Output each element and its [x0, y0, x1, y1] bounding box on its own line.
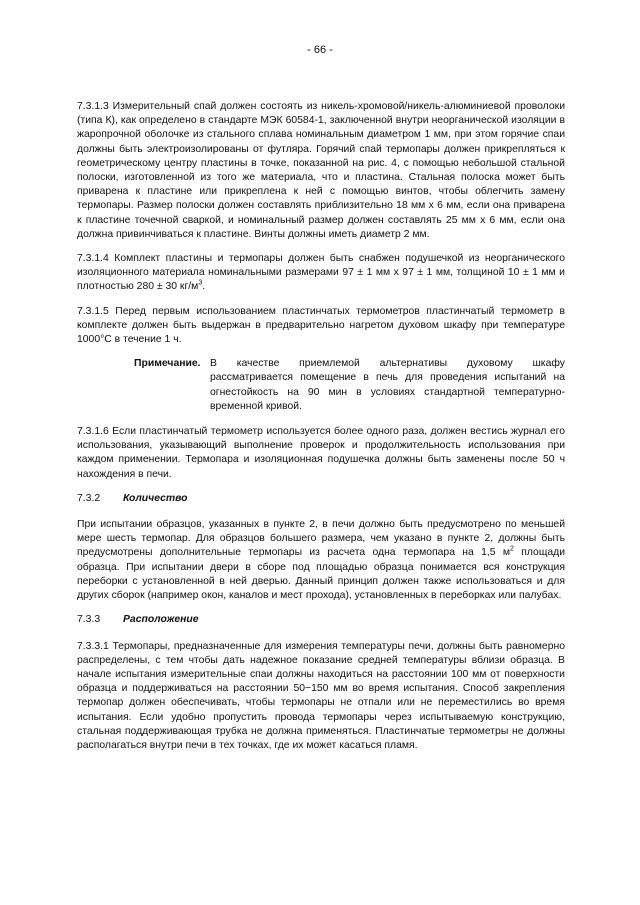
section-heading-7-3-3	[77, 613, 565, 627]
paragraph-7-3-2-text-b: площади образца. При испытании двери в сборе под площадью образца понимается вся конструкция переборки с установленной в ней дверью. Данный принцип должен также использоваться и для других сборок (например окон, каналов и мест прохода), установленных в переборках или палубах.	[77, 547, 566, 602]
paragraph-7-3-1-6: 7.3.1.6 Если пластинчатый термометр используется более одного раза, должен вестись журнал его использования, указывающий выполнение проверок и продолжительность использования при каждом применении. Термопара и изоляционная подушечка должны быть заменены после 50 ч нахождения в печи.	[77, 426, 565, 480]
section-title: Количество	[123, 492, 188, 504]
section-heading-7-3-2	[77, 492, 565, 506]
note-block	[134, 357, 565, 414]
page-number: - 66 -	[307, 44, 333, 56]
superscript-3: 3	[198, 279, 203, 287]
document-body	[77, 100, 565, 763]
note-text: В качестве приемлемой альтернативы духовому шкафу рассматривается помещение в печь для проведения испытаний на огнестойкость на 90 мин в условиях стандартной температурно-временной кривой.	[210, 358, 565, 412]
paragraph-7-3-1-4	[77, 252, 565, 295]
section-number: 7.3.3	[77, 614, 101, 626]
section-title: Расположение	[123, 614, 199, 626]
paragraph-7-3-1-4-text: 7.3.1.4 Комплект пластины и термопары должен быть снабжен подушечкой из неорганического изоляционного материала номинальными размерами 97 ± 1 мм х 97 ± 1 мм, толщиной 10 ± 1 мм и плотностью 280 ± 30 кг/м	[77, 253, 565, 293]
note-label: Примечание.	[134, 358, 201, 370]
paragraph-7-3-2	[77, 518, 565, 603]
paragraph-7-3-1-4-end: .	[202, 281, 206, 293]
paragraph-7-3-1-5: 7.3.1.5 Перед первым использованием пластинчатых термометров пластинчатый термометр в комплекте должен быть выдержан в предварительно нагретом духовом шкафу при температуре 1000°C в течение 1 ч.	[77, 305, 565, 346]
paragraph-7-3-1-3: 7.3.1.3 Измерительный спай должен состоять из никель-хромовой/никель-алюминиевой проволоки (типа К), как определено в стандарте МЭК 60584-1, заключенной внутри неорганической изоляции в жаропрочной оболочке из стального сплава номинальным диаметром 1 мм, при этом горячие спаи должны быть электроизолированы от футляра. Горячий спай термопары должен прикрепляться к геометрическому центру пластины в точке, показанной на рис. 4, с помощью небольшой стальной полоски, изготовленной из того же материала, что и пластина. Стальная полоска может быть приварена к пластине или прикреплена к ней с помощью винтов, чтобы облегчить замену термопары. Размер полоски должен составлять приблизительно 18 мм х 6 мм, если она приварена к пластине точечной сваркой, и номинальный размер должен составлять 25 мм х 6 мм, если она должна привинчиваться к пластине. Винты должны иметь диаметр 2 мм.	[77, 101, 565, 240]
superscript-2: 2	[510, 546, 514, 554]
paragraph-7-3-3-1: 7.3.3.1 Термопары, предназначенные для измерения температуры печи, должны быть равномерно распределены, с тем чтобы дать надежное показание средней температуры вблизи образца. В начале испытания измерительные спаи должны находиться на расстоянии 100 мм от поверхности образца и поддерживаться на расстоянии 50−150 мм во время испытания. Способ закрепления термопар должен обеспечивать, чтобы термопары не отпали или не переместились во время испытания. Если удобно пропустить провода термопары через испытываемую конструкцию, стальная поддерживающая трубка не должна применяться. Пластинчатые термометры не должны располагаться внутри печи в тех точках, где их может касаться пламя.	[77, 640, 565, 751]
paragraph-7-3-2-text-a: При испытании образцов, указанных в пункте 2, в печи должно быть предусмотрено по меньшей мере шесть термопар. Для образцов большего размера, чем указано в пункте 2, должны быть предусмотрены дополнительные термопары из расчета одна термопара на 1,5 м	[77, 519, 565, 559]
section-number: 7.3.2	[77, 492, 101, 504]
